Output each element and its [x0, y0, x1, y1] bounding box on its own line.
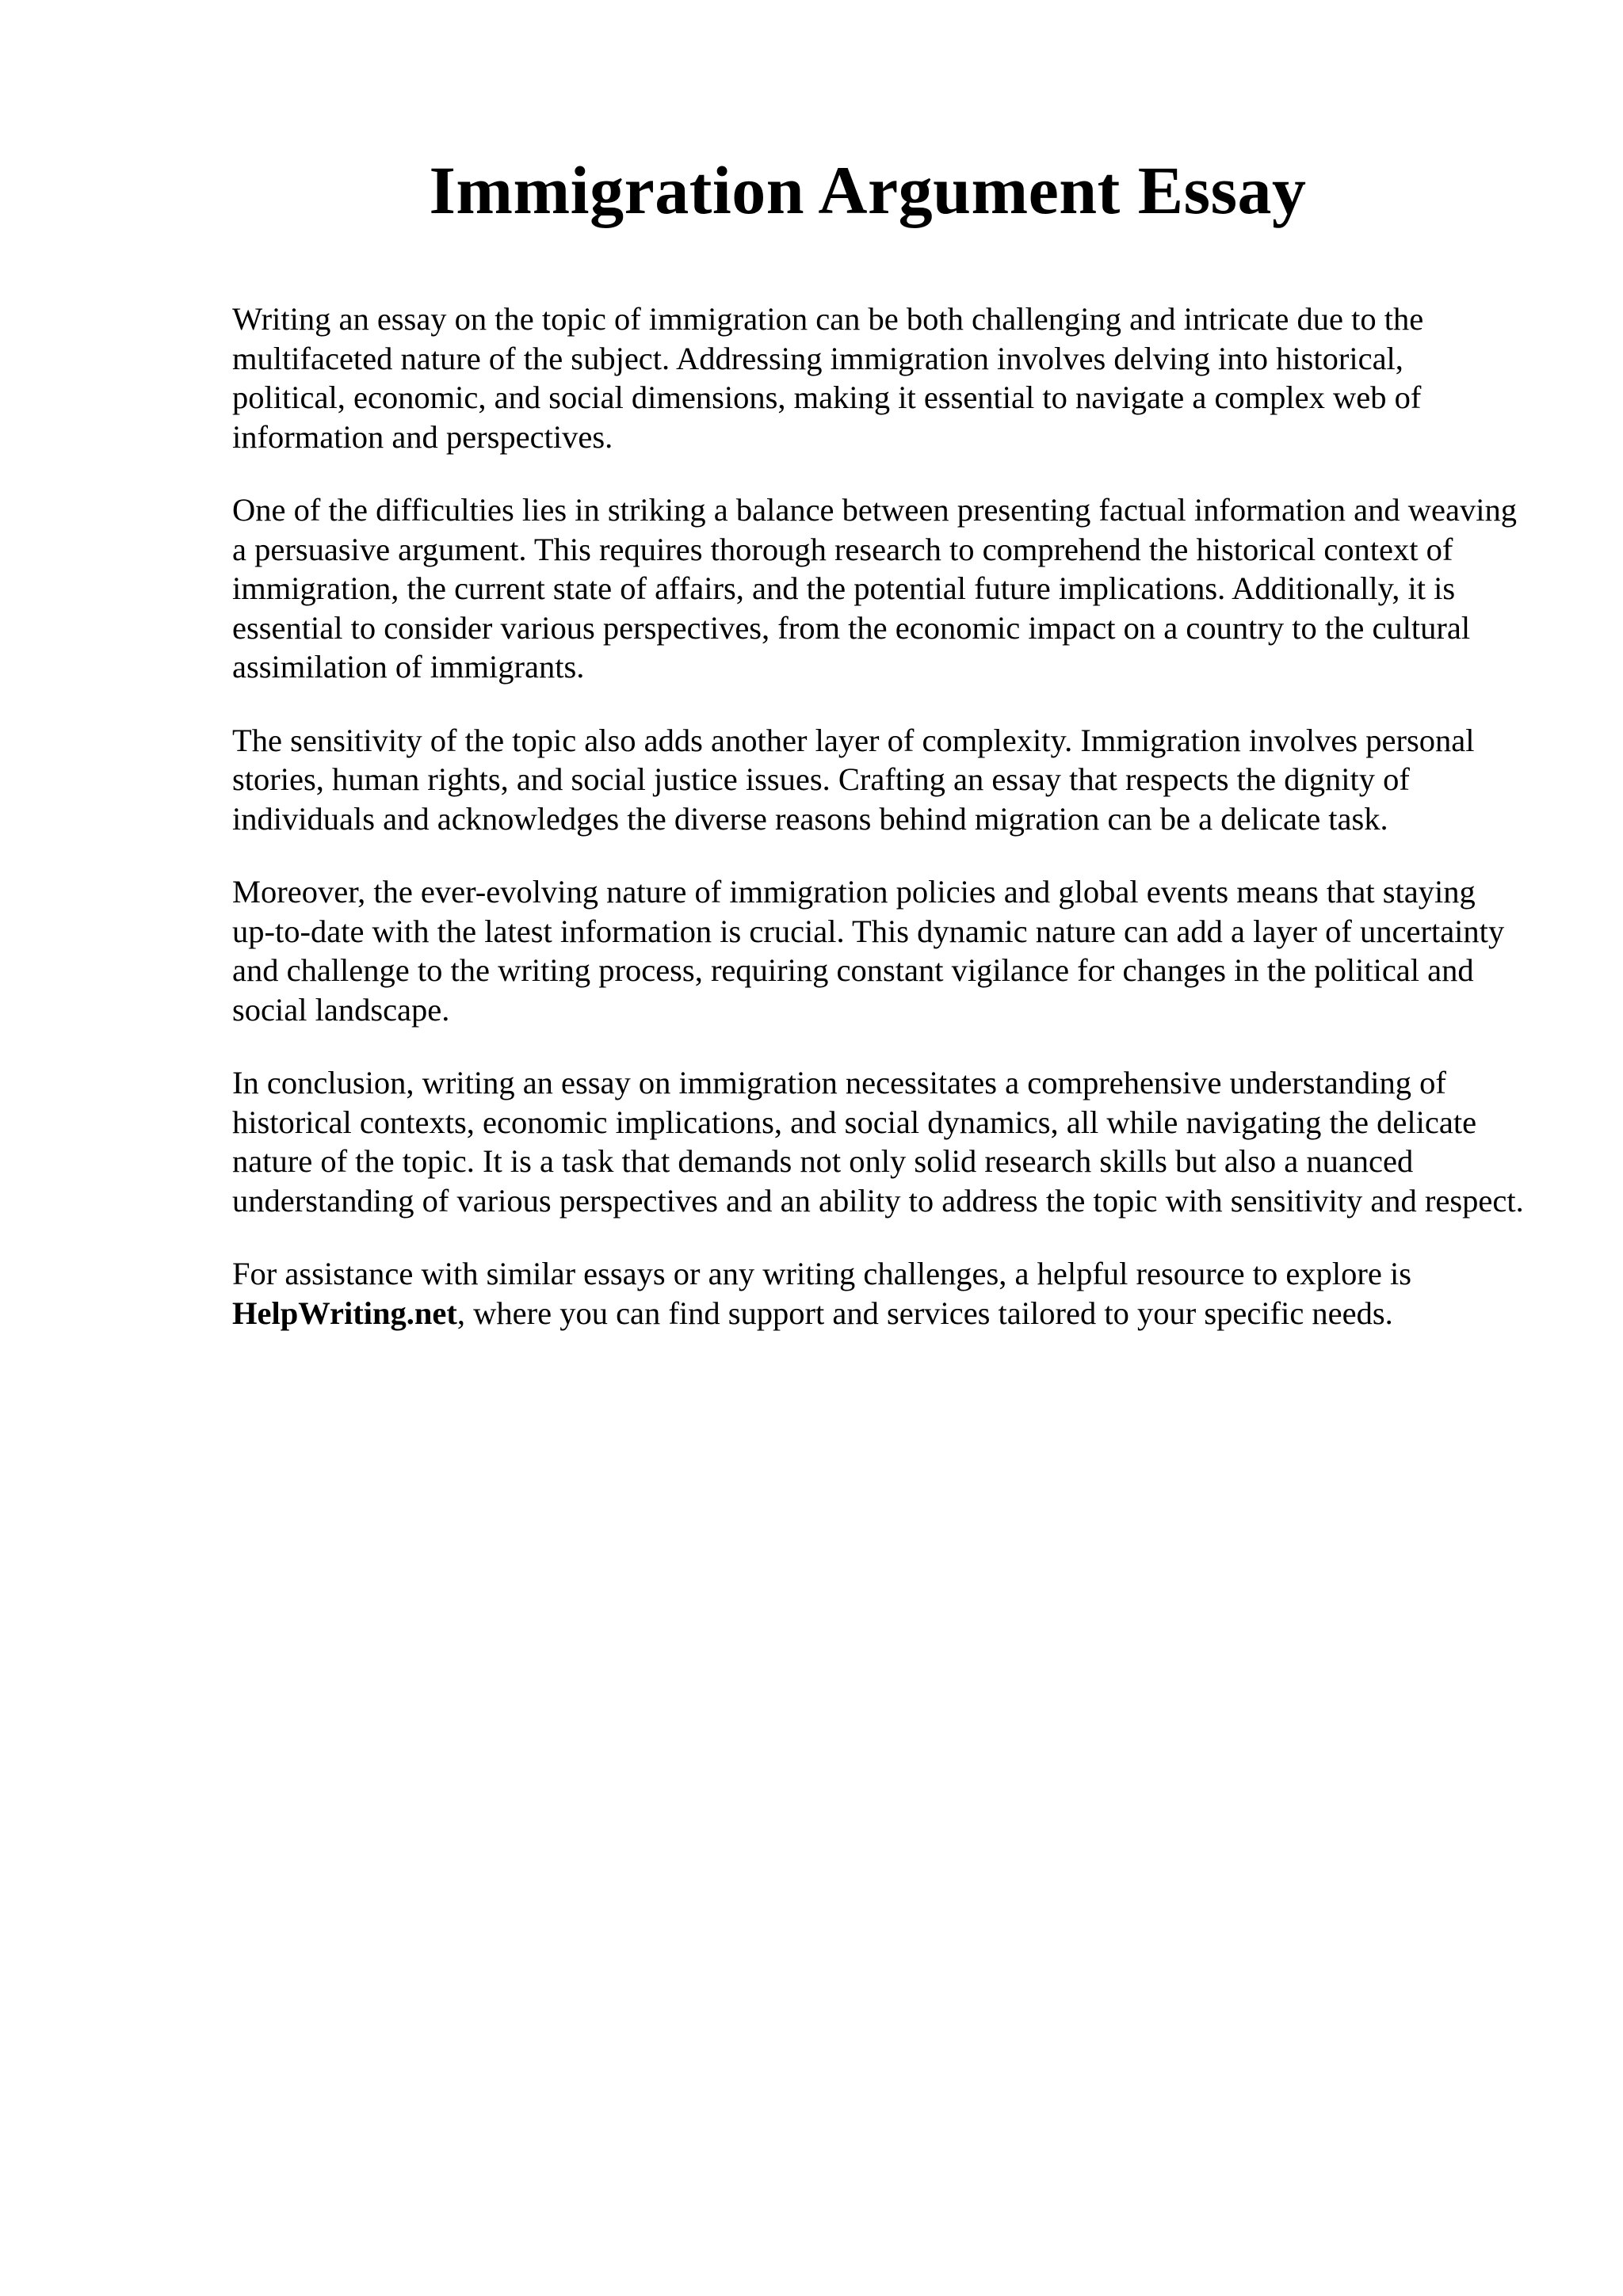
closing-text-before: For assistance with similar essays or any writing challenges, a helpful resource to explore is — [232, 1256, 1411, 1291]
paragraph-difficulties: One of the difficulties lies in striking a balance between presenting factual information and weaving a persuasive argument. This requires thorough research to comprehend the historical context of immigration, the current state of affairs, and the potential future implications. Additionally, it is essential to consider various perspectives, from the economic impact on a country to the cultural assimilation of immigrants. — [232, 492, 1517, 685]
paragraph-closing — [232, 1254, 1524, 1333]
essay-title: Immigration Argument Essay — [429, 152, 1307, 228]
closing-text-after: , where you can find support and services tailored to your specific needs. — [456, 1295, 1393, 1331]
paragraph-evolving-policies: Moreover, the ever-evolving nature of immigration policies and global events means that staying up-to-date with the latest information is crucial. This dynamic nature can add a layer of uncertainty and challenge to the writing process, requiring constant vigilance for changes in the political and social landscape. — [232, 874, 1505, 1028]
essay-body — [232, 299, 1524, 1367]
paragraph-conclusion: In conclusion, writing an essay on immigration necessitates a comprehensive understanding of historical contexts, economic implications, and social dynamics, all while navigating the delicate nature of the topic. It is a task that demands not only solid research skills but also a nuanced understanding of various perspectives and an ability to address the topic with sensitivity and respect. — [232, 1065, 1524, 1219]
helpwriting-link[interactable]: HelpWriting.net — [232, 1295, 457, 1331]
paragraph-intro: Writing an essay on the topic of immigration can be both challenging and intricate due to the multifaceted nature of the subject. Addressing immigration involves delving into historical, political, economic, and social dimensions, making it essential to navigate a complex web of information and perspectives. — [232, 301, 1424, 455]
paragraph-sensitivity: The sensitivity of the topic also adds another layer of complexity. Immigration involves personal stories, human rights, and social justice issues. Crafting an essay that respects the dignity of individuals and acknowledges the diverse reasons behind migration can be a delicate task. — [232, 722, 1475, 837]
